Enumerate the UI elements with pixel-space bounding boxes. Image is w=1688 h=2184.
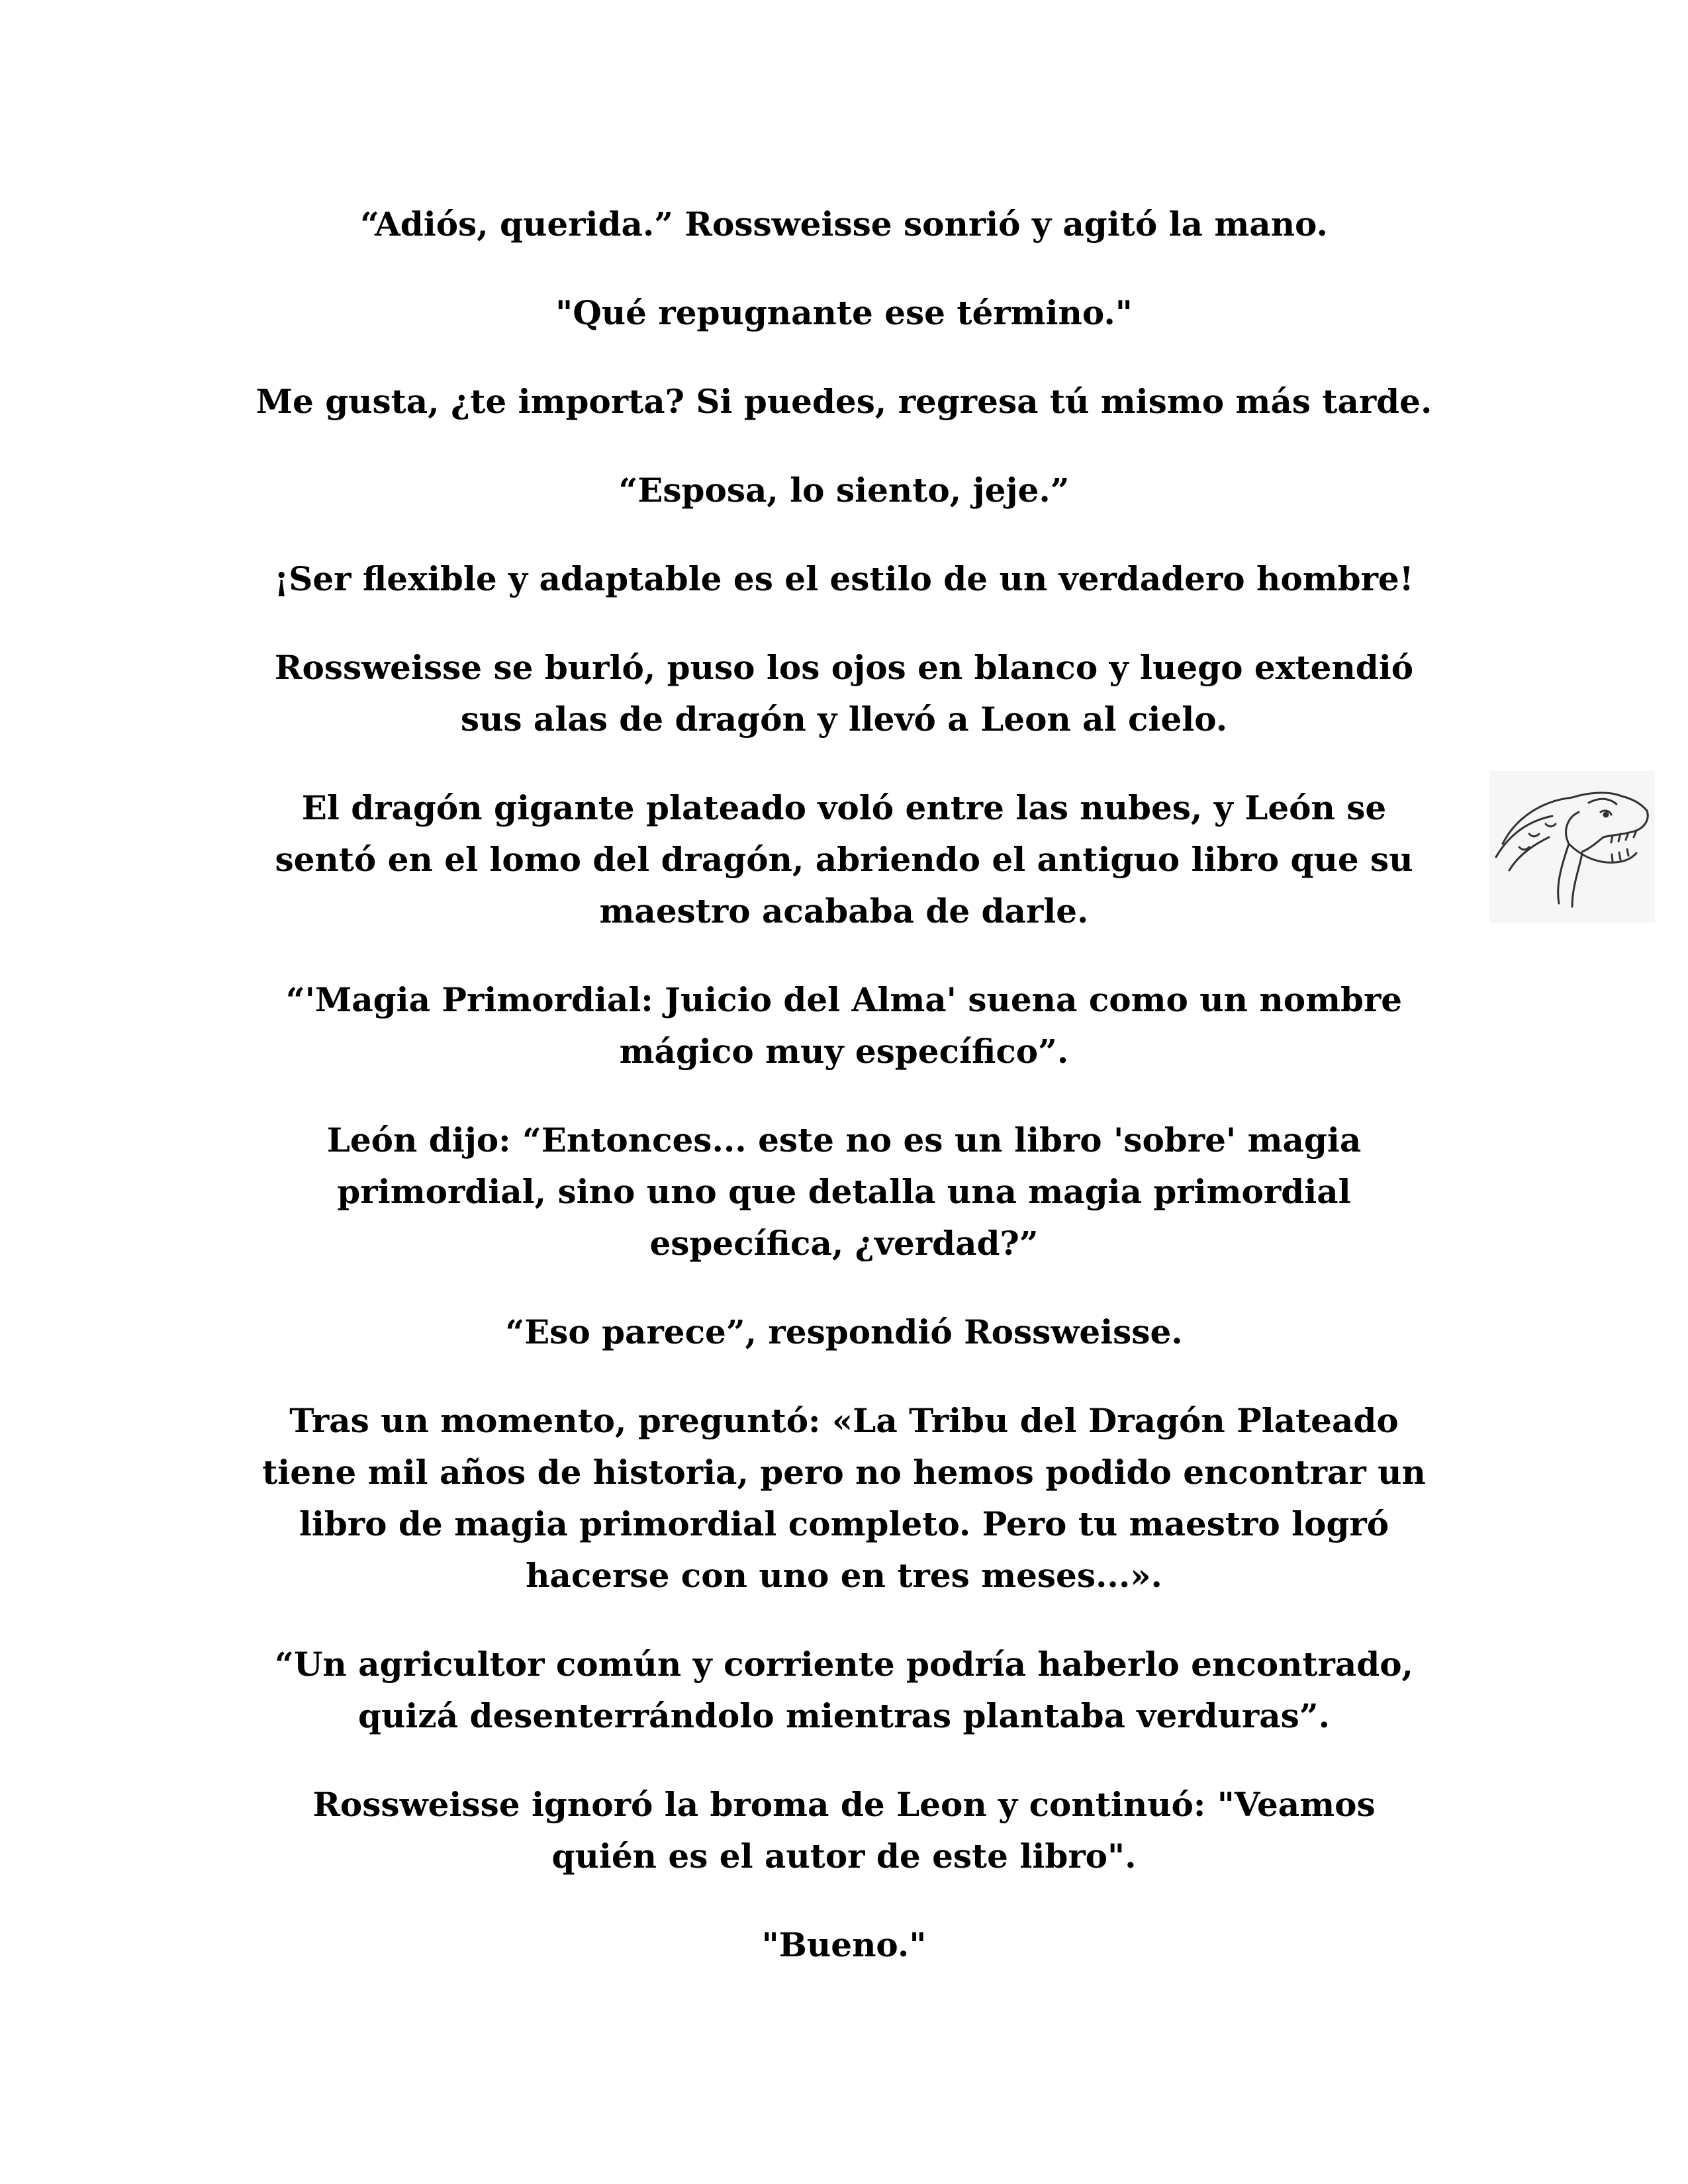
paragraph xyxy=(199,1779,1489,1882)
text-line: maestro acababa de darle. xyxy=(599,891,1089,931)
paragraph xyxy=(199,642,1489,745)
text-line: mágico muy específico”. xyxy=(619,1032,1069,1071)
text-line: específica, ¿verdad?” xyxy=(649,1224,1039,1263)
text-line: "Bueno." xyxy=(761,1925,927,1964)
paragraph xyxy=(199,1919,1489,1971)
text-line: “Un agricultor común y corriente podría haberlo encontrado, xyxy=(275,1645,1413,1684)
text-line: “Esposa, lo siento, jeje.” xyxy=(618,471,1070,510)
paragraph xyxy=(199,1395,1489,1602)
paragraph xyxy=(199,1639,1489,1742)
story-text xyxy=(199,199,1489,2008)
text-line: hacerse con uno en tres meses...». xyxy=(526,1556,1162,1595)
text-line: libro de magia primordial completo. Pero tu maestro logró xyxy=(299,1504,1389,1543)
paragraph xyxy=(199,974,1489,1077)
text-line: “Eso parece”, respondió Rossweisse. xyxy=(505,1312,1183,1351)
text-line: sus alas de dragón y llevó a Leon al cielo. xyxy=(460,700,1228,739)
text-line: El dragón gigante plateado voló entre las nubes, y León se xyxy=(301,788,1387,827)
text-line: primordial, sino uno que detalla una magia primordial xyxy=(337,1172,1351,1211)
paragraph xyxy=(199,376,1489,428)
text-line: quién es el autor de este libro". xyxy=(551,1837,1137,1876)
text-line: quizá desenterrándolo mientras plantaba verduras”. xyxy=(358,1696,1330,1735)
text-line: Me gusta, ¿te importa? Si puedes, regresa tú mismo más tarde. xyxy=(256,382,1432,421)
paragraph xyxy=(199,199,1489,250)
text-line: León dijo: “Entonces... este no es un libro 'sobre' magia xyxy=(326,1120,1362,1160)
paragraph xyxy=(199,782,1489,937)
text-line: “Adiós, querida.” Rossweisse sonrió y agitó la mano. xyxy=(360,205,1328,244)
paragraph xyxy=(199,1306,1489,1358)
text-line: Rossweisse ignoró la broma de Leon y continuó: "Veamos xyxy=(312,1785,1376,1824)
text-line: sentó en el lomo del dragón, abriendo el antiguo libro que su xyxy=(275,840,1413,879)
paragraph xyxy=(199,287,1489,339)
text-line: tiene mil años de historia, pero no hemos podido encontrar un xyxy=(262,1453,1426,1492)
text-line: “'Magia Primordial: Juicio del Alma' suena como un nombre xyxy=(285,980,1403,1019)
text-line: "Qué repugnante ese término." xyxy=(555,293,1133,332)
paragraph xyxy=(199,1115,1489,1269)
text-line: Tras un momento, preguntó: «La Tribu del Dragón Plateado xyxy=(289,1401,1399,1440)
text-line: Rossweisse se burló, puso los ojos en blanco y luego extendió xyxy=(274,648,1414,687)
paragraph xyxy=(199,553,1489,605)
dragon-head-sketch-icon xyxy=(1489,771,1655,923)
paragraph xyxy=(199,465,1489,516)
text-line: ¡Ser flexible y adaptable es el estilo de un verdadero hombre! xyxy=(274,559,1414,598)
